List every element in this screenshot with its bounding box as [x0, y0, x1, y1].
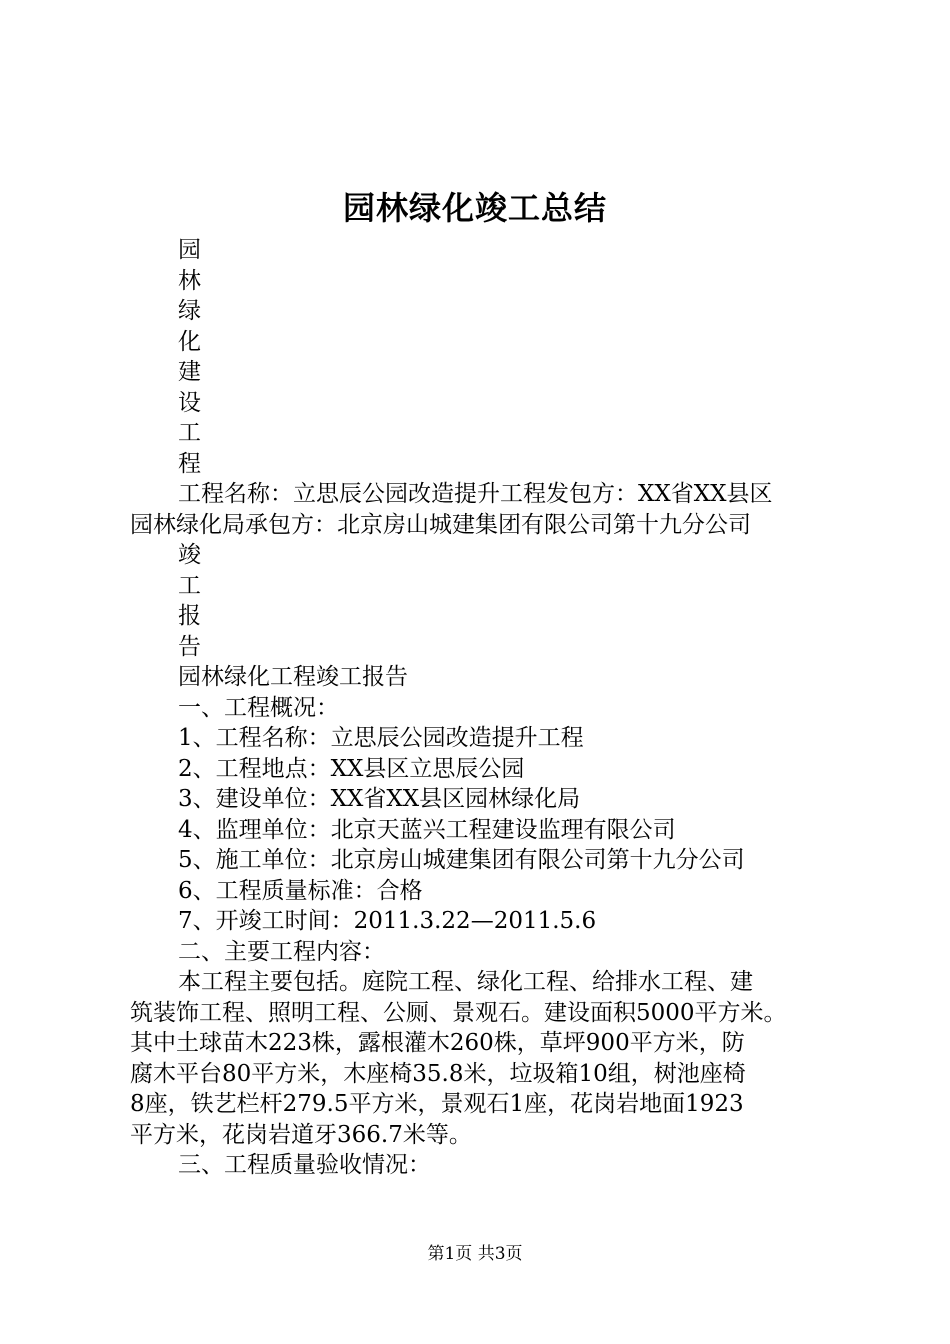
paragraph-line: 平方米，花岗岩道牙366.7米等。: [130, 1121, 472, 1148]
content-paragraph: [130, 967, 850, 1150]
vertical-char: 工: [178, 420, 201, 446]
document-title: 园林绿化竣工总结: [342, 189, 607, 227]
list-item: 6、工程质量标准：合格: [178, 877, 423, 904]
document-body: [130, 235, 850, 1181]
paragraph-line: 腐木平台80平方米，木座椅35.8米，垃圾箱10组，树池座椅: [130, 1060, 746, 1087]
vertical-char: 报: [178, 603, 201, 629]
vertical-char: 园: [178, 237, 201, 263]
vertical-char: 林: [178, 267, 201, 294]
vertical-char: 工: [178, 572, 201, 599]
list-item: 3、建设单位：XX省XX县区园林绿化局: [178, 786, 581, 812]
report-title: 园林绿化工程竣工报告: [178, 664, 408, 690]
section-heading: 二、主要工程内容：: [178, 938, 385, 965]
page-footer: 第1页 共3页: [427, 1244, 523, 1264]
list-item: 5、施工单位：北京房山城建集团有限公司第十九分公司: [178, 847, 745, 873]
list-item: 4、监理单位：北京天蓝兴工程建设监理有限公司: [178, 816, 676, 843]
vertical-char: 程: [178, 450, 201, 477]
vertical-char: 告: [178, 633, 201, 660]
section-heading: 一、工程概况：: [178, 694, 339, 721]
paragraph-line: 筑装饰工程、照明工程、公厕、景观石。建设面积5000平方米。: [130, 999, 787, 1026]
vertical-char: 建: [178, 359, 201, 385]
paragraph-line: 8座，铁艺栏杆279.5平方米，景观石1座，花岗岩地面1923: [130, 1091, 744, 1117]
vertical-char: 绿: [178, 298, 201, 324]
vertical-char: 竣: [178, 542, 201, 568]
paragraph-line: 本工程主要包括。庭院工程、绿化工程、给排水工程、建: [178, 969, 753, 995]
section-heading: 三、工程质量验收情况：: [178, 1152, 431, 1178]
project-info-line: 园林绿化局承包方：北京房山城建集团有限公司第十九分公司: [130, 511, 751, 538]
list-item: 7、开竣工时间：2011.3.22—2011.5.6: [178, 908, 597, 934]
list-item: 1、工程名称：立思辰公园改造提升工程: [178, 725, 584, 751]
vertical-char: 设: [178, 389, 201, 416]
paragraph-line: 其中土球苗木223株，露根灌木260株，草坪900平方米，防: [130, 1030, 745, 1056]
list-item: 2、工程地点：XX县区立思辰公园: [178, 755, 525, 782]
project-info-line: 工程名称：立思辰公园改造提升工程发包方：XX省XX县区: [178, 481, 773, 507]
vertical-char: 化: [178, 328, 201, 355]
